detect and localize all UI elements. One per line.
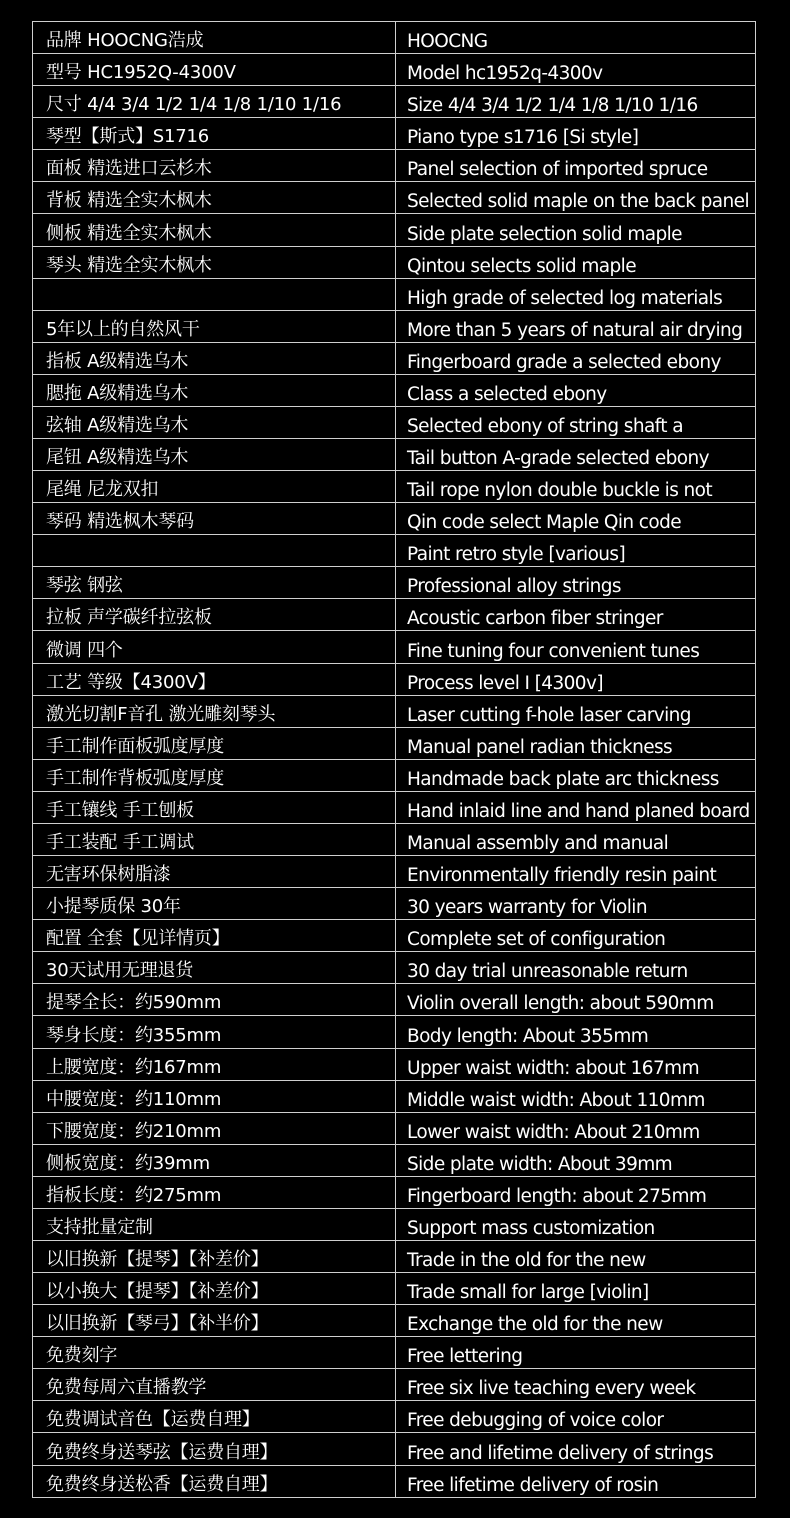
table-row: [33, 664, 755, 696]
chinese-spec-cell: 提琴全长：约590mm: [33, 984, 396, 1015]
english-spec-cell: Handmade back plate arc thickness: [407, 768, 719, 790]
english-spec-cell: Selected ebony of string shaft a: [407, 416, 683, 438]
chinese-spec-cell: [33, 279, 396, 310]
english-spec-cell: Free and lifetime delivery of strings: [407, 1442, 714, 1464]
spec-table: [32, 21, 756, 1498]
table-row: [33, 920, 755, 952]
chinese-spec-cell: 琴身长度：约355mm: [33, 1016, 396, 1047]
chinese-spec-cell: 指板 A级精选乌木: [33, 343, 396, 374]
chinese-spec-cell: 微调 四个: [33, 631, 396, 662]
table-row: [33, 824, 755, 856]
chinese-spec-cell: 琴码 精选枫木琴码: [33, 503, 396, 534]
english-spec-cell: Fingerboard length: about 275mm: [407, 1185, 707, 1207]
english-spec-cell: HOOCNG: [407, 31, 488, 53]
chinese-spec-cell: 腮拖 A级精选乌木: [33, 375, 396, 406]
table-row: [33, 1016, 755, 1048]
chinese-spec-cell: 无害环保树脂漆: [33, 856, 396, 887]
chinese-spec-cell: 以旧换新【提琴】【补差价】: [33, 1241, 396, 1272]
table-row: [33, 375, 755, 407]
chinese-spec-cell: 30天试用无理退货: [33, 952, 396, 983]
chinese-spec-cell: 免费终身送松香【运费自理】: [33, 1466, 396, 1497]
table-row: [33, 22, 755, 54]
chinese-spec-cell: 弦轴 A级精选乌木: [33, 407, 396, 438]
english-spec-cell: Lower waist width: About 210mm: [407, 1121, 700, 1143]
chinese-spec-cell: 指板长度：约275mm: [33, 1177, 396, 1208]
english-spec-cell: Body length: About 355mm: [407, 1025, 649, 1047]
english-spec-cell: Violin overall length: about 590mm: [407, 993, 714, 1015]
table-row: [33, 1049, 755, 1081]
english-spec-cell: Side plate selection solid maple: [407, 223, 682, 245]
chinese-spec-cell: 手工装配 手工调试: [33, 824, 396, 855]
english-spec-cell: Size 4/4 3/4 1/2 1/4 1/8 1/10 1/16: [407, 95, 698, 117]
table-row: [33, 792, 755, 824]
english-spec-cell: Trade in the old for the new: [407, 1250, 646, 1272]
english-spec-cell: Free lettering: [407, 1346, 523, 1368]
chinese-spec-cell: 背板 精选全实木枫木: [33, 182, 396, 213]
english-spec-cell: Free six live teaching every week: [407, 1378, 696, 1400]
table-row: [33, 696, 755, 728]
english-spec-cell: Free lifetime delivery of rosin: [407, 1474, 659, 1496]
chinese-spec-cell: 免费终身送琴弦【运费自理】: [33, 1433, 396, 1464]
english-spec-cell: Selected solid maple on the back panel: [407, 191, 749, 213]
english-spec-cell: Professional alloy strings: [407, 576, 621, 598]
english-spec-cell: More than 5 years of natural air drying: [407, 319, 743, 341]
table-row: [33, 471, 755, 503]
english-spec-cell: Middle waist width: About 110mm: [407, 1089, 705, 1111]
table-row: [33, 1241, 755, 1273]
chinese-spec-cell: 侧板 精选全实木枫木: [33, 214, 396, 245]
table-row: [33, 118, 755, 150]
chinese-spec-cell: 手工制作背板弧度厚度: [33, 760, 396, 791]
chinese-spec-cell: 琴弦 钢弦: [33, 567, 396, 598]
table-row: [33, 439, 755, 471]
chinese-spec-cell: 手工制作面板弧度厚度: [33, 728, 396, 759]
chinese-spec-cell: 手工镶线 手工刨板: [33, 792, 396, 823]
chinese-spec-cell: 免费每周六直播教学: [33, 1369, 396, 1400]
chinese-spec-cell: 琴头 精选全实木枫木: [33, 247, 396, 278]
table-row: [33, 182, 755, 214]
chinese-spec-cell: 以旧换新【琴弓】【补半价】: [33, 1305, 396, 1336]
table-row: [33, 535, 755, 567]
table-row: [33, 952, 755, 984]
table-row: [33, 279, 755, 311]
table-row: [33, 343, 755, 375]
chinese-spec-cell: 小提琴质保 30年: [33, 888, 396, 919]
english-spec-cell: Support mass customization: [407, 1217, 655, 1239]
table-row: [33, 86, 755, 118]
english-spec-cell: Environmentally friendly resin paint: [407, 865, 717, 887]
chinese-spec-cell: 品牌 HOOCNG浩成: [33, 22, 396, 53]
table-row: [33, 728, 755, 760]
table-row: [33, 311, 755, 343]
table-row: [33, 150, 755, 182]
english-spec-cell: Acoustic carbon fiber stringer: [407, 608, 663, 630]
english-spec-cell: Laser cutting f-hole laser carving: [407, 704, 691, 726]
english-spec-cell: Tail button A-grade selected ebony: [407, 448, 709, 470]
english-spec-cell: Fingerboard grade a selected ebony: [407, 351, 721, 373]
table-row: [33, 54, 755, 86]
english-spec-cell: Model hc1952q-4300v: [407, 63, 603, 85]
table-row: [33, 984, 755, 1016]
chinese-spec-cell: 支持批量定制: [33, 1209, 396, 1240]
chinese-spec-cell: 下腰宽度：约210mm: [33, 1113, 396, 1144]
english-spec-cell: Tail rope nylon double buckle is not: [407, 480, 713, 502]
english-spec-cell: High grade of selected log materials: [407, 287, 723, 309]
chinese-spec-cell: 5年以上的自然风干: [33, 311, 396, 342]
table-row: [33, 1337, 755, 1369]
english-spec-cell: Class a selected ebony: [407, 383, 607, 405]
english-spec-cell: Side plate width: About 39mm: [407, 1153, 673, 1175]
chinese-spec-cell: 激光切割F音孔 激光雕刻琴头: [33, 696, 396, 727]
table-row: [33, 760, 755, 792]
table-row: [33, 247, 755, 279]
english-spec-cell: Paint retro style [various]: [407, 544, 626, 566]
english-spec-cell: Complete set of configuration: [407, 929, 666, 951]
chinese-spec-cell: 上腰宽度：约167mm: [33, 1049, 396, 1080]
english-spec-cell: Panel selection of imported spruce: [407, 159, 708, 181]
english-spec-cell: Piano type s1716 [Si style]: [407, 127, 639, 149]
table-row: [33, 1145, 755, 1177]
english-spec-cell: 30 years warranty for Violin: [407, 897, 647, 919]
chinese-spec-cell: 面板 精选进口云杉木: [33, 150, 396, 181]
chinese-spec-cell: 免费刻字: [33, 1337, 396, 1368]
chinese-spec-cell: 拉板 声学碳纤拉弦板: [33, 599, 396, 630]
english-spec-cell: Free debugging of voice color: [407, 1410, 664, 1432]
table-row: [33, 1433, 755, 1465]
chinese-spec-cell: 尾钮 A级精选乌木: [33, 439, 396, 470]
english-spec-cell: Exchange the old for the new: [407, 1314, 663, 1336]
chinese-spec-cell: 工艺 等级【4300V】: [33, 664, 396, 695]
chinese-spec-cell: 尺寸 4/4 3/4 1/2 1/4 1/8 1/10 1/16: [33, 86, 396, 117]
table-row: [33, 407, 755, 439]
chinese-spec-cell: 免费调试音色【运费自理】: [33, 1401, 396, 1432]
chinese-spec-cell: 中腰宽度：约110mm: [33, 1081, 396, 1112]
table-row: [33, 631, 755, 663]
table-row: [33, 503, 755, 535]
english-spec-cell: Process level I [4300v]: [407, 672, 603, 694]
english-spec-cell: Manual panel radian thickness: [407, 736, 673, 758]
chinese-spec-cell: 琴型【斯式】S1716: [33, 118, 396, 149]
table-row: [33, 1369, 755, 1401]
table-row: [33, 214, 755, 246]
chinese-spec-cell: 配置 全套【见详情页】: [33, 920, 396, 951]
table-row: [33, 1209, 755, 1241]
english-spec-cell: Manual assembly and manual: [407, 833, 669, 855]
english-spec-cell: Qin code select Maple Qin code: [407, 512, 682, 534]
table-row: [33, 1466, 755, 1498]
english-spec-cell: Qintou selects solid maple: [407, 255, 636, 277]
english-spec-cell: Upper waist width: about 167mm: [407, 1057, 699, 1079]
table-row: [33, 1401, 755, 1433]
english-spec-cell: Trade small for large [violin]: [407, 1282, 649, 1304]
table-row: [33, 1273, 755, 1305]
table-row: [33, 599, 755, 631]
chinese-spec-cell: 侧板宽度：约39mm: [33, 1145, 396, 1176]
table-row: [33, 1305, 755, 1337]
english-spec-cell: Fine tuning four convenient tunes: [407, 640, 700, 662]
english-spec-cell: Hand inlaid line and hand planed board: [407, 800, 750, 822]
english-spec-cell: 30 day trial unreasonable return: [407, 961, 688, 983]
table-row: [33, 1177, 755, 1209]
table-row: [33, 567, 755, 599]
table-row: [33, 1081, 755, 1113]
chinese-spec-cell: 型号 HC1952Q-4300V: [33, 54, 396, 85]
chinese-spec-cell: 尾绳 尼龙双扣: [33, 471, 396, 502]
table-row: [33, 856, 755, 888]
table-row: [33, 888, 755, 920]
table-row: [33, 1113, 755, 1145]
chinese-spec-cell: 以小换大【提琴】【补差价】: [33, 1273, 396, 1304]
chinese-spec-cell: [33, 535, 396, 566]
